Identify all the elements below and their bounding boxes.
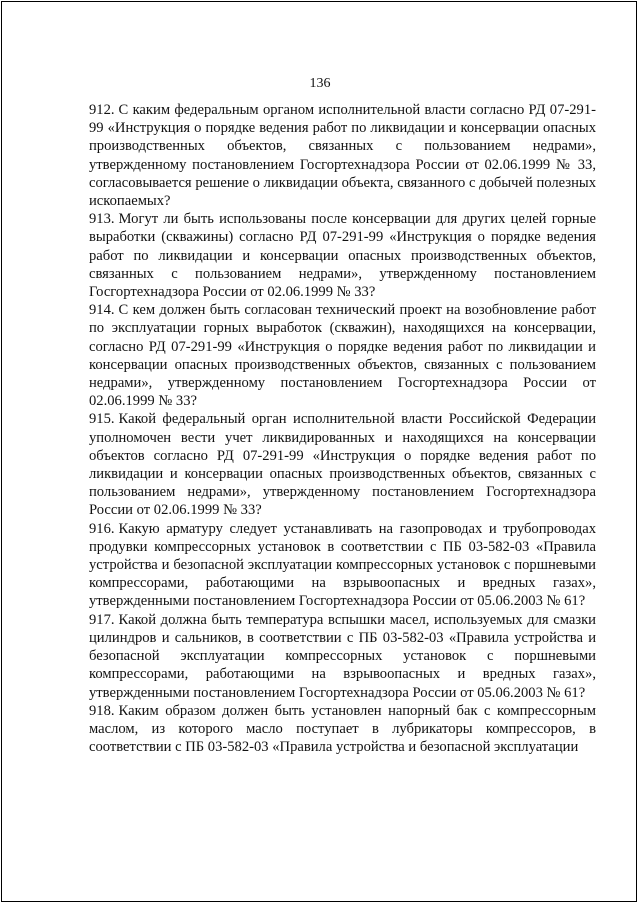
question-918: [89, 702, 596, 757]
question-number: 915.: [89, 411, 115, 428]
question-number: 912.: [89, 102, 115, 118]
question-number: 918.: [89, 702, 115, 719]
question-text: Какую арматуру следует устанавливать на газопроводах и трубопроводах продувки компрессорных установок в соответствии с ПБ 03-582-03 «Правила устройства и безопасной эксплуатации компрессорных установок с поршневыми компрессорами, работающими на взрывоопасных и вредных газах», утвержденными постановлением Госгортехнадзора России от 05.06.2003 № 61?: [89, 520, 596, 610]
question-number: 913.: [89, 211, 115, 228]
question-text: Каким образом должен быть установлен напорный бак с компрессорным маслом, из которого масло поступает в лубрикаторы компрессоров, в соответствии с ПБ 03-582-03 «Правила устройства и безопасной эксплуатации: [89, 702, 596, 756]
questions-list: [89, 101, 596, 756]
question-text: Какой должна быть температура вспышки масел, используемых для смазки цилиндров и сальников, в соответствии с ПБ 03-582-03 «Правила устройства и безопасной эксплуатации компрессорных установок с поршневыми компрессорами, работающими на взрывоопасных и вредных газах», утвержденными постановлением Госгортехнадзора России от 05.06.2003 № 61?: [89, 611, 596, 701]
question-text: Какой федеральный орган исполнительной власти Российской Федерации уполномочен вести учет ликвидированных и находящихся на консервации объектов согласно РД 07-291-99 «Инструкция о порядке ведения работ по ликвидации и консервации опасных производственных объектов, связанных с пользованием недрами», утвержденному постановлением Госгортехнадзора России от 02.06.1999 № 33?: [89, 411, 596, 519]
question-text: С каким федеральным органом исполнительной власти согласно РД 07-291-99 «Инструкция о порядке ведения работ по ликвидации и консервации опасных производственных объектов, связанных с пользованием недрами», утвержденному постановлением Госгортехнадзора России от 02.06.1999 № 33, согласовывается решение о ликвидации объекта, связанного с добычей полезных ископаемых?: [89, 102, 596, 210]
question-number: 916.: [89, 520, 115, 537]
question-913: [89, 210, 596, 301]
question-text: Могут ли быть использованы после консервации для других целей горные выработки (скважины) согласно РД 07-291-99 «Инструкция о порядке ведения работ по ликвидации и консервации опасных производственных объектов, связанных с пользованием недрами», утвержденному постановлением Госгортехнадзора России от 02.06.1999 № 33?: [89, 211, 596, 301]
question-917: [89, 611, 596, 702]
question-916: [89, 520, 596, 611]
question-number: 917.: [89, 611, 115, 628]
question-number: 914.: [89, 302, 115, 319]
page-number: 136: [309, 76, 331, 91]
question-914: [89, 301, 596, 410]
question-text: С кем должен быть согласован технический проект на возобновление работ по эксплуатации горных выработок (скважин), находящихся на консервации, согласно РД 07-291-99 «Инструкция о порядке ведения работ по ликвидации и консервации опасных производственных объектов, связанных с пользованием недрами», утвержденному постановлением Госгортехнадзора России от 02.06.1999 № 33?: [89, 302, 596, 410]
question-915: [89, 410, 596, 519]
question-912: [89, 101, 596, 210]
